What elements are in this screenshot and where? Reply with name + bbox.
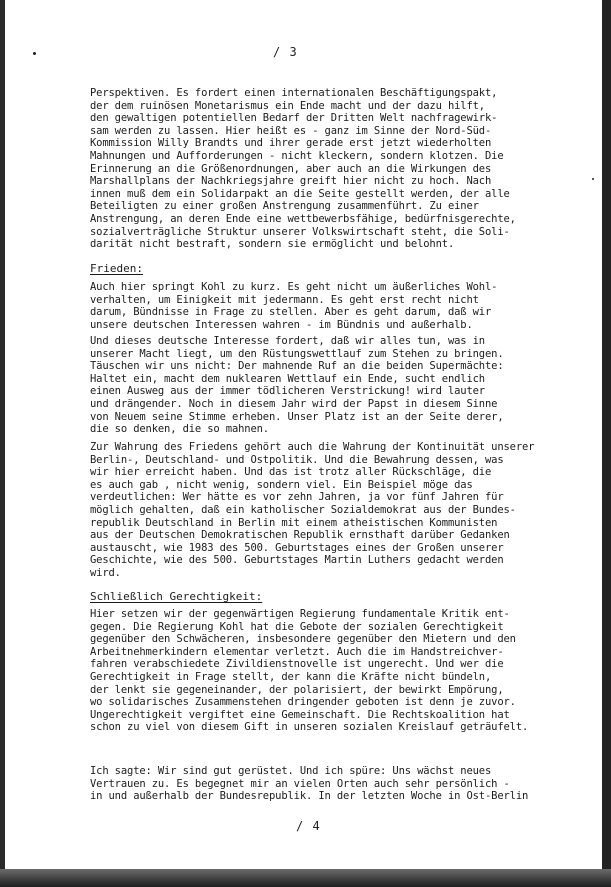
text-line: Gerechtigkeit in Frage stellt, der kann die Kräfte nicht bündeln, [90, 670, 492, 683]
text-line: Täuschen wir uns nicht: Der mahnende Ruf an die beiden Supermächte: [90, 360, 504, 373]
text-line: sozialverträgliche Struktur unserer Volkswirtschaft steht, die Soli- [90, 225, 510, 238]
text-line: die so denken, die so mahnen. [90, 423, 269, 436]
text-line: austauscht, wie 1983 des 500. Geburtstages eines der Großen unserer [90, 541, 504, 554]
text-line: möglich gehalten, daß ein katholischer Sozialdemokrat aus der Bundes- [90, 503, 516, 516]
text-line: Arbeitnehmerkindern elementar verletzt. Auch die im Handstreichver- [90, 645, 504, 658]
frieden-paragraph-2 [90, 335, 590, 436]
scan-speck [33, 52, 36, 55]
text-line: wird. [90, 566, 121, 579]
section-heading-gerechtigkeit: Schließlich Gerechtigkeit: [90, 590, 263, 603]
text-line: Ungerechtigkeit vergiftet eine Gemeinschaft. Die Rechtskoalition hat [90, 708, 510, 721]
section-heading-frieden: Frieden: [90, 262, 143, 275]
text-line: von Neuem seine Stimme erheben. Unser Platz ist an der Seite derer, [90, 410, 504, 423]
text-line: republik Deutschland in Berlin mit einem atheistischen Kommunisten [90, 516, 498, 529]
text-line: fahren verabschiedete Zivildienstnovelle ist ungerecht. Und wer die [90, 658, 504, 671]
text-line: Auch hier springt Kohl zu kurz. Es geht nicht um äußerliches Wohl- [90, 281, 498, 293]
scan-border-left [0, 0, 5, 887]
text-line: darität nicht bestraft, sondern sie ermöglicht und belohnt. [90, 238, 455, 251]
scan-speck [592, 178, 594, 180]
text-line: Und dieses deutsche Interesse fordert, daß wir alles tun, was in [90, 335, 485, 347]
gerechtigkeit-paragraph [90, 608, 590, 734]
intro-paragraph [90, 87, 590, 251]
text-line: Marshallplans der Nachkriegsjahre greift hier nicht zu hoch. Nach [90, 175, 492, 188]
text-line: darum, Bündnisse in Frage zu stellen. Aber es geht darum, daß wir [90, 306, 492, 319]
text-line: verhalten, um Einigkeit mit jedermann. Es geht erst recht nicht [90, 293, 479, 306]
text-line: aus der Deutschen Demokratischen Republik ernsthaft darüber Gedanken [90, 529, 510, 542]
text-line: wir hier erreicht haben. Und das ist trotz aller Rückschläge, die [90, 466, 492, 479]
text-line: der dem ruinösen Monetarismus ein Ende macht und der dazu hilft, [90, 99, 485, 112]
text-line: unsere deutschen Interessen wahren - im Bündnis und außerhalb. [90, 318, 473, 331]
text-line: Ich sagte: Wir sind gut gerüstet. Und ich spüre: Uns wächst neues [90, 765, 492, 777]
frieden-paragraph-1 [90, 281, 590, 331]
text-line: einen Ausweg aus der immer tödlicheren Verstrickung! wird lauter [90, 385, 485, 398]
scan-border-right [602, 0, 611, 887]
text-line: den gewaltigen potentiellen Bedarf der Dritten Welt nachfragewirk- [90, 112, 498, 125]
closing-paragraph [90, 765, 590, 803]
text-line: Vertrauen zu. Es begegnet mir an vielen Orten auch sehr persönlich - [90, 777, 510, 790]
text-line: wo solidarisches Zusammenstehen dringender geboten ist denn je zuvor. [90, 696, 516, 709]
text-line: Zur Wahrung des Friedens gehört auch die Wahrung der Kontinuität unserer [90, 441, 535, 453]
text-line: Kommission Willy Brandts und ihrer gerade erst jetzt wiederholten [90, 137, 492, 150]
text-line: Anstrengung, an deren Ende eine wettbewerbsfähige, bedürfnisgerechte, [90, 212, 516, 225]
text-line: Berlin-, Deutschland- und Ostpolitik. Und die Bewahrung dessen, was [90, 453, 504, 466]
page-number-top: / 3 [273, 45, 298, 59]
text-line: Perspektiven. Es fordert einen internationalen Beschäftigungspakt, [90, 87, 498, 99]
text-line: der lenkt sie gegeneinander, der polarisiert, der bewirkt Empörung, [90, 683, 504, 696]
text-line: sam werden zu lassen. Hier heißt es - ganz im Sinne der Nord-Süd- [90, 124, 492, 137]
text-line: Erinnerung an die Größenordnungen, aber auch an die Wirkungen des [90, 162, 492, 175]
text-line: in und außerhalb der Bundesrepublik. In der letzten Woche in Ost-Berlin [90, 790, 529, 803]
page-number-bottom: / 4 [296, 819, 321, 833]
text-line: gegenüber den Schwächeren, insbesondere gegenüber den Mietern und den [90, 633, 516, 646]
text-line: verdeutlichen: Wer hätte es vor zehn Jahren, ja vor fünf Jahren für [90, 491, 504, 504]
text-line: es auch gab , nicht wenig, sondern viel. Ein Beispiel möge das [90, 478, 473, 491]
text-line: gegen. Die Regierung Kohl hat die Gebote der sozialen Gerechtigkeit [90, 620, 504, 633]
text-line: und drängender. Noch in diesem Jahr wird der Papst in diesem Sinne [90, 397, 498, 410]
text-line: Beteiligten zu einer großen Anstrengung zusammenführt. Zu einer [90, 200, 479, 213]
text-line: Haltet ein, macht dem nuklearen Wettlauf ein Ende, sucht endlich [90, 372, 485, 385]
text-line: unserer Macht liegt, um den Rüstungswettlauf zum Stehen zu bringen. [90, 347, 504, 360]
frieden-paragraph-3 [90, 441, 590, 580]
text-line: Hier setzen wir der gegenwärtigen Regierung fundamentale Kritik ent- [90, 608, 510, 620]
text-line: innen muß dem ein Solidarpakt an die Seite gestellt werden, der alle [90, 187, 510, 200]
scan-border-bottom [0, 869, 611, 887]
text-line: schon zu viel von diesem Gift in unseren sozialen Kreislauf geträufelt. [90, 721, 529, 734]
text-line: Mahnungen und Aufforderungen - nicht kleckern, sondern klotzen. Die [90, 149, 504, 162]
text-line: Geschichte, wie des 500. Geburtstages Martin Luthers gedacht werden [90, 554, 504, 567]
